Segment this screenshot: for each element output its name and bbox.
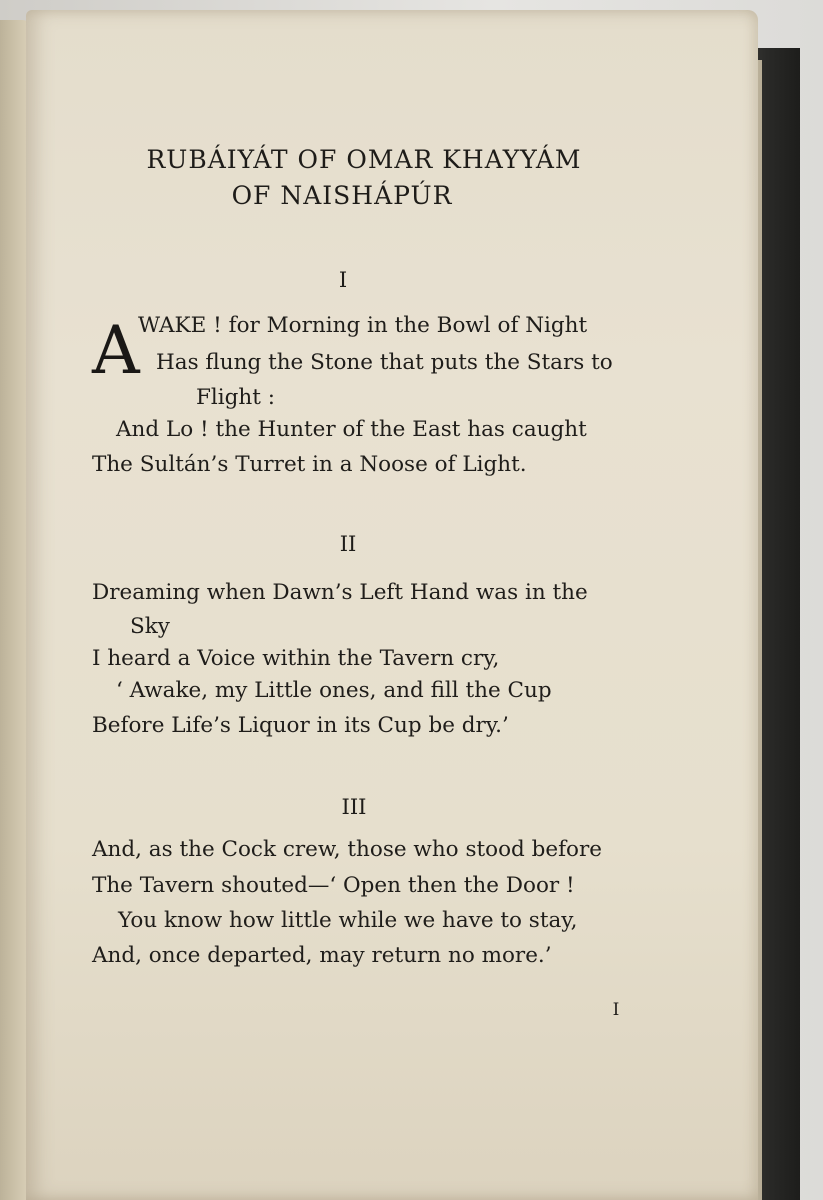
title-line-1: RUBÁIYÁT OF OMAR KHAYYÁM [146,145,582,174]
title-line-2: OF NAISHÁPÚR [231,181,453,210]
stanza-1-line-4: And Lo ! the Hunter of the East has caught [116,417,587,442]
drop-cap: A [92,312,140,389]
stanza-number-1: I [338,268,348,292]
stanza-2-line-1: Dreaming when Dawn’s Left Hand was in the [92,580,588,605]
stanza-2-line-2: Sky [130,614,170,639]
stanza-1-line-5: The Sultán’s Turret in a Noose of Light. [92,452,527,477]
stanza-number-3: III [341,795,367,819]
stanza-2-line-3: I heard a Voice within the Tavern cry, [92,646,500,671]
page-title [60,142,660,214]
stanza-1-line-2: Has flung the Stone that puts the Stars to [156,350,613,375]
stanza-1-line-1: WAKE ! for Morning in the Bowl of Night [138,313,588,338]
stanza-2-line-4: ‘ Awake, my Little ones, and fill the Cup [116,678,552,703]
stanza-3-line-1: And, as the Cock crew, those who stood before [92,837,602,862]
page-number: I [612,1000,620,1020]
stanza-2-line-5: Before Life’s Liquor in its Cup be dry.’ [92,713,509,738]
stanza-number-2: II [339,532,357,556]
stanza-3-line-3: You know how little while we have to stay, [118,908,578,933]
stanza-3-line-2: The Tavern shouted—‘ Open then the Door ! [92,873,575,898]
stanza-3-line-4: And, once departed, may return no more.’ [92,943,552,968]
stanza-1-line-3: Flight : [196,385,275,410]
